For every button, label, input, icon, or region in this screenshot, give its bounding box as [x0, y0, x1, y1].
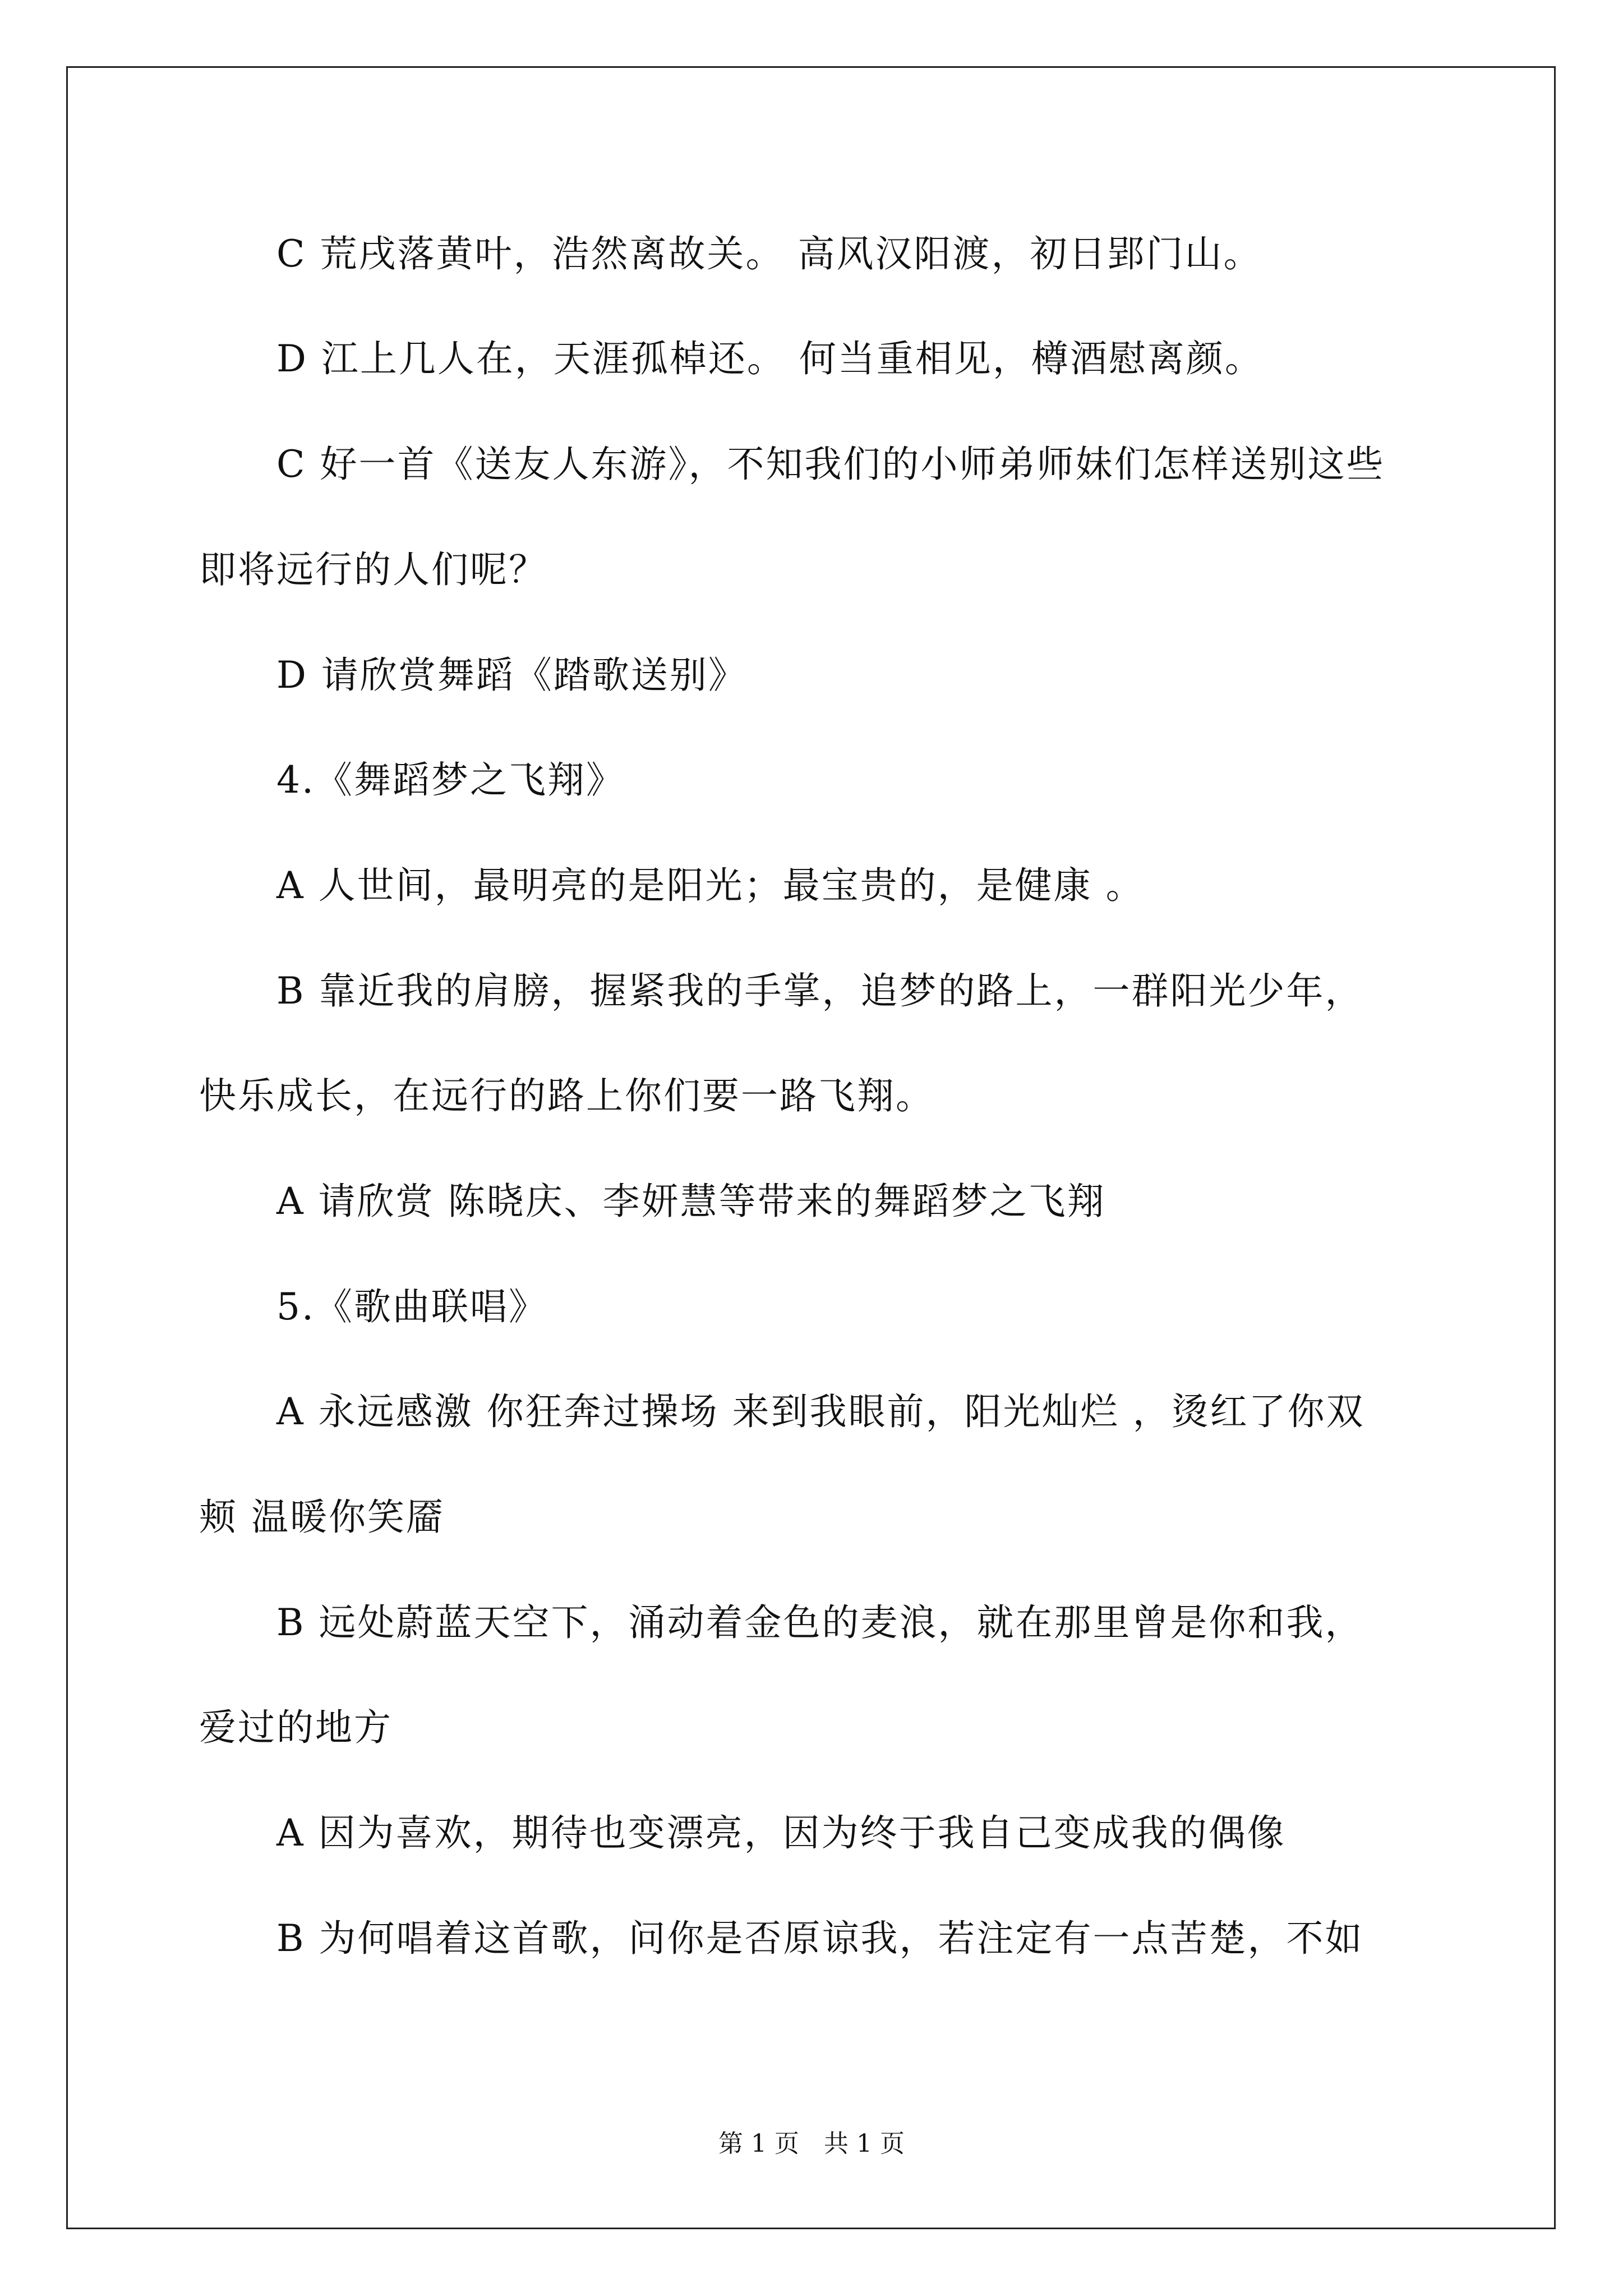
paragraph-line: 快乐成长，在远行的路上你们要一路飞翔。 — [199, 1074, 934, 1117]
paragraph-line: C 好一首《送友人东游》，不知我们的小师弟师妹们怎样送别这些 — [276, 443, 1385, 486]
section-heading: 4.《舞蹈梦之飞翔》 — [276, 758, 625, 802]
paragraph-line: 颊 温暖你笑靥 — [199, 1496, 445, 1539]
paragraph-line: A 人世间，最明亮的是阳光；最宝贵的，是健康 。 — [276, 864, 1145, 907]
paragraph-line: A 因为喜欢，期待也变漂亮，因为终于我自己变成我的偶像 — [276, 1811, 1286, 1855]
paragraph-line: B 远处蔚蓝天空下，涌动着金色的麦浪，就在那里曾是你和我， — [276, 1601, 1364, 1644]
paragraph-line: D 请欣赏舞蹈《踏歌送别》 — [276, 654, 747, 697]
page-border — [66, 66, 1556, 2229]
paragraph-line: A 永远感激 你狂奔过操场 来到我眼前，阳光灿烂 ，烫红了你双 — [276, 1390, 1365, 1433]
paragraph-line: C 荒戌落黄叶，浩然离故关。 高风汉阳渡，初日郢门山。 — [276, 232, 1262, 275]
paragraph-line: B 靠近我的肩膀，握紧我的手掌，追梦的路上，一群阳光少年， — [276, 969, 1364, 1013]
section-heading: 5.《歌曲联唱》 — [276, 1285, 547, 1328]
paragraph-line: 即将远行的人们呢？ — [199, 548, 547, 591]
paragraph-line: D 江上几人在，天涯孤棹还。 何当重相见，樽酒慰离颜。 — [276, 337, 1264, 380]
page-number-footer: 第 1 页 共 1 页 — [718, 2129, 905, 2158]
paragraph-line: A 请欣赏 陈晓庆、李妍慧等带来的舞蹈梦之飞翔 — [276, 1180, 1106, 1223]
paragraph-line: 爱过的地方 — [199, 1706, 393, 1749]
paragraph-line: B 为何唱着这首歌，问你是否原谅我，若注定有一点苦楚，不如 — [276, 1917, 1364, 1960]
